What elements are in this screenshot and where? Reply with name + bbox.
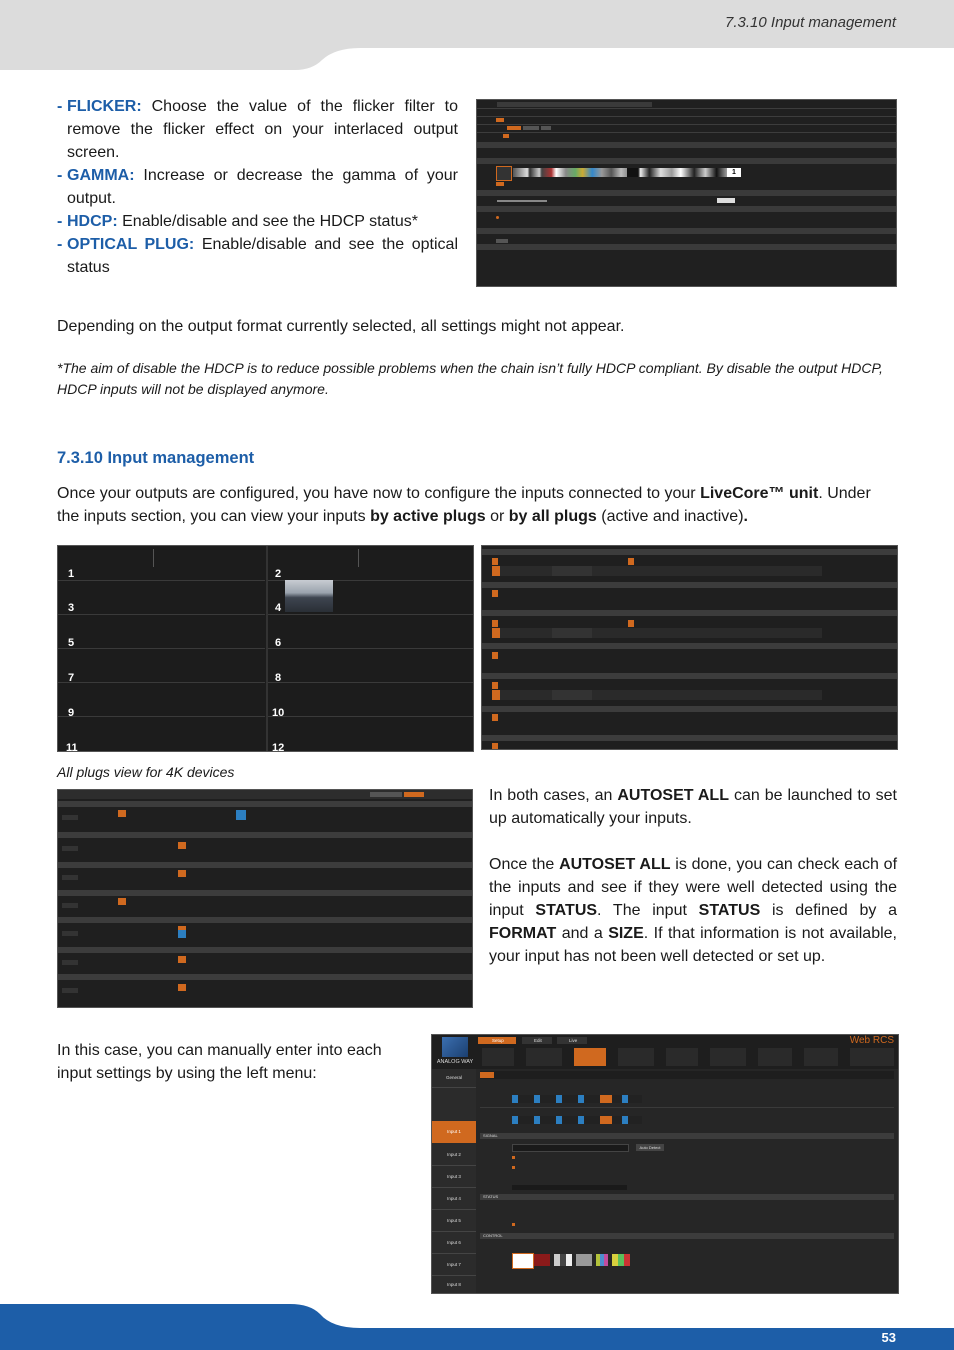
output-format-paragraph: Depending on the output format currently selected, all settings might not appear. [57,318,625,335]
tab-edit[interactable] [522,1037,552,1044]
status-bold-autoset: AUTOSET ALL [559,856,671,873]
status-bold-size: SIZE [608,925,644,942]
signal-section-label: SIGNAL [483,1133,498,1138]
status-text-5: and a [556,925,609,942]
page-header-band [0,0,954,70]
list-item-gamma [57,164,458,210]
grid-number: 3 [68,602,75,614]
grid-number: 6 [275,637,282,649]
desc-hdcp: Enable/disable and see the HDCP status* [117,213,419,230]
menu-item-input-5[interactable]: Input 5 [432,1211,476,1232]
page-number: 53 [881,1330,896,1345]
auto-detect-label: Auto Detect [639,1145,661,1150]
signal-section-bar [480,1133,894,1139]
control-section-label: CONTROL [483,1233,503,1238]
status-text-3: . The input [597,902,699,919]
term-optical: OPTICAL PLUG: [67,236,195,253]
grid-number: 11 [66,742,78,752]
autoset-paragraph [489,784,897,830]
desc-gamma: Increase or decrease the gamma of your output. [67,167,458,207]
tab-live[interactable] [557,1037,587,1044]
input-preview-thumbnail [285,580,333,612]
desc-flicker: Choose the value of the flicker filter to remove the flicker effect on your interlaced output screen. [67,98,458,161]
hdcp-note: *The aim of disable the HDCP is to reduce possible problems when the chain isn’t fully HDCP compliant. By disable the output HDCP, HDCP inputs will not be displayed anymore. [57,360,883,397]
inputs-grid-screenshot [57,545,474,752]
grid-number: 8 [275,672,282,684]
grid-number: 5 [68,637,75,649]
manual-paragraph: In this case, you can manually enter into each input settings by using the left menu: [57,1042,382,1082]
intro-bold-all: by all plugs [508,508,597,525]
status-paragraph [489,853,897,968]
control-section-bar [480,1233,894,1239]
menu-item-input-8[interactable]: Input 8 [432,1275,476,1294]
menu-item-input-7[interactable]: Input 7 [432,1255,476,1276]
tab-setup-label: Setup [492,1038,504,1043]
input-left-menu [432,1069,476,1293]
webrcs-logo-text: ANALOG WAY [436,1059,474,1065]
figure-caption: All plugs view for 4K devices [57,764,235,780]
grid-number: 7 [68,672,75,684]
intro-text-1: Once your outputs are configured, you have now to configure the inputs connected to your [57,485,701,502]
status-text-1: Once the [489,856,560,873]
analog-way-logo [442,1037,468,1057]
status-text-6: . If that information is not available, your input has not been well detected or set up. [489,925,897,965]
status-section-label: STATUS [483,1194,499,1199]
list-item-flicker [57,95,458,164]
section-heading: 7.3.10 Input management [57,449,255,467]
header-section-title: 7.3.10 Input management [725,14,896,31]
term-hdcp: HDCP: [67,213,118,230]
output-settings-screenshot: 1 [476,99,897,287]
status-section-bar [480,1194,894,1200]
intro-text-4: (active and inactive) [596,508,744,525]
grid-number: 12 [272,742,285,752]
auto-detect-button[interactable] [636,1144,664,1151]
intro-bold-active: by active plugs [370,508,486,525]
intro-text-3: or [485,508,509,525]
status-text-2: is done, you can check each of the inputs and see if they were well detected using the input [489,856,898,919]
status-bold-status: STATUS [535,902,598,919]
list-item-optical [57,233,458,279]
term-gamma: GAMMA: [67,167,135,184]
autoset-text-1: In both cases, an [489,787,618,804]
page-footer-band [0,1304,954,1350]
list-item-hdcp [57,210,458,233]
grid-number: 4 [275,602,282,614]
menu-item-input-3[interactable]: Input 3 [432,1167,476,1188]
intro-text-2: . Under the inputs section, you can view your inputs [57,485,871,525]
webrcs-brand: Web RCS [849,1035,894,1046]
menu-item-input-4[interactable]: Input 4 [432,1189,476,1210]
menu-item-general[interactable]: General [432,1069,476,1088]
intro-paragraph [57,482,897,528]
webrcs-screenshot [431,1034,899,1294]
grid-number: 1 [68,568,75,580]
all-plugs-4k-screenshot [57,789,473,1008]
autoset-bold: AUTOSET ALL [617,787,729,804]
status-text-4: is defined by a [760,902,897,919]
intro-text-5: . [743,508,748,525]
intro-bold-livecore: LiveCore™ unit [700,485,819,502]
status-bold-status-2: STATUS [698,902,761,919]
menu-item-input-1[interactable]: Input 1 [432,1121,476,1143]
tab-setup[interactable] [478,1037,516,1044]
inputs-list-screenshot [481,545,898,750]
tab-live-label: Live [569,1038,578,1043]
grid-number: 2 [275,568,282,580]
menu-item-input-6[interactable]: Input 6 [432,1233,476,1254]
term-flicker: FLICKER: [67,98,142,115]
output-settings-list [57,95,458,279]
autoset-text-2: can be launched to set up automatically your inputs. [489,787,898,827]
menu-item-input-2[interactable]: Input 2 [432,1145,476,1166]
desc-optical: Enable/disable and see the optical status [67,236,458,276]
status-bold-format: FORMAT [489,925,557,942]
grid-number: 9 [68,707,75,719]
tab-edit-label: Edit [534,1038,542,1043]
grid-number: 10 [272,707,285,719]
